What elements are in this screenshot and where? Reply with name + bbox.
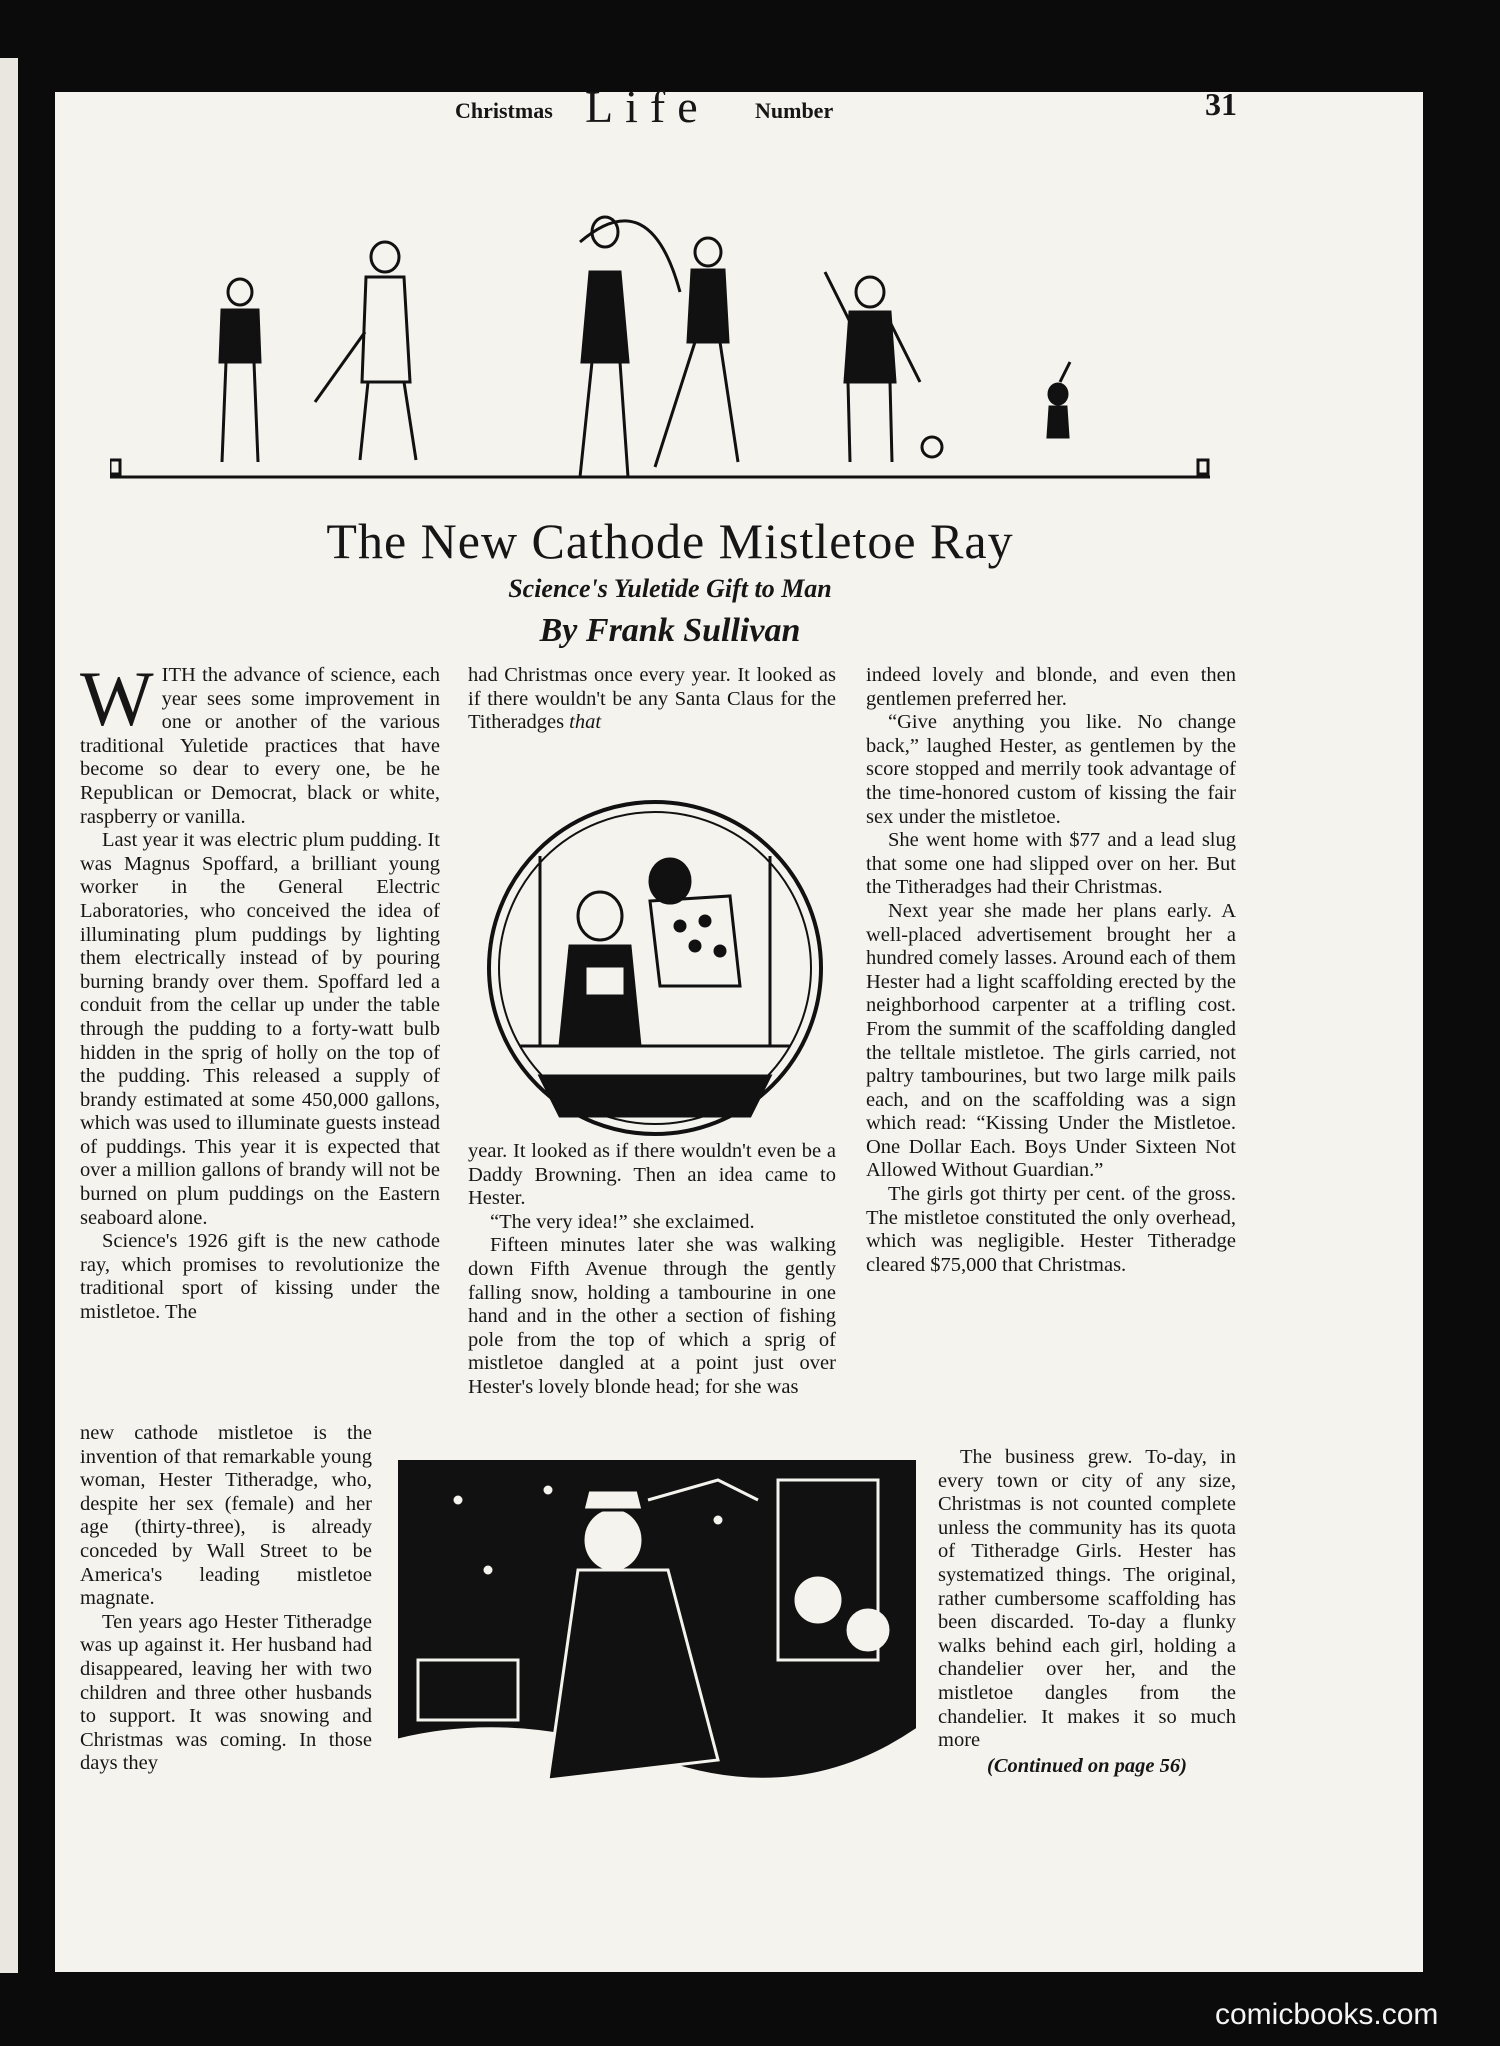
previous-page-edge xyxy=(0,58,18,1973)
continued-note: (Continued on page 56) xyxy=(987,1754,1187,1777)
column-3-continued xyxy=(938,1446,1236,1778)
page-number: 31 xyxy=(1205,86,1237,122)
drop-cap: W xyxy=(80,655,154,742)
paragraph: indeed lovely and blonde, and even then gentlemen preferred her. xyxy=(866,664,1236,710)
paragraph: “The very idea!” she exclaimed. xyxy=(490,1210,755,1233)
paragraph: She went home with $77 and a lead slug that some one had slipped over on her. But the Titheradges had their Christmas. xyxy=(866,829,1236,899)
paragraph: “Give anything you like. No change back,” laughed Hester, as gentlemen by the score stopped and merrily took advantage of the time-honored custom of kissing the fair sex under the mistletoe. xyxy=(866,711,1236,828)
paragraph: Next year she made her plans early. A well-placed advertisement brought her a hundred comely lasses. Around each of them Hester had a light scaffolding erected by the neighborhood carpenter at a trifling cost. From the summit of the scaffolding dangled the telltale mistletoe. The girls carried, not paltry tambourines, but two large milk pails each, and on the scaffolding was a sign which read: “Kissing Under the Mistletoe. One Dollar Each. Boys Under Sixteen Not Allowed Without Guardian.” xyxy=(866,899,1236,1182)
article-title: The New Cathode Mistletoe Ray xyxy=(326,513,1014,569)
header-christmas: Christmas xyxy=(455,98,553,123)
paragraph: Ten years ago Hester Titheradge was up against it. Her husband had disappeared, leaving her with two children and three other husbands to support. It was snowing and Christmas was coming. In those days they xyxy=(80,1610,372,1775)
article-byline: By Frank Sullivan xyxy=(539,612,801,649)
circular-illustration xyxy=(480,796,830,1140)
paragraph: The girls got thirty per cent. of the gross. The mistletoe constituted the only overhead, which was negligible. Hester Titheradge cleared $75,000 that Christmas. xyxy=(866,1183,1236,1276)
paragraph: Last year it was electric plum pudding. It was Magnus Spoffard, a brilliant young worker in the General Electric Laboratories, who conceived the idea of illuminating plum puddings by lighting them electrically instead of by pouring burning brandy over them. Spoffard led a conduit from the cellar up under the table through the pudding to a forty-watt bulb hidden in the sprig of holly on the top of the pudding. This released a supply of brandy estimated at some 450,000 gallons, which was used to illuminate guests instead of puddings. This year it is expected that over a million gallons of brandy will not be burned on plum puddings on the Eastern seaboard alone. xyxy=(80,829,440,1229)
paragraph: WITH the advance of science, each year sees some improvement in one or another of the various traditional Yuletide practices that have become so dear to every one, be he Republican or Democrat, black or white, raspberry or vanilla. xyxy=(80,655,440,828)
paragraph: Fifteen minutes later she was walking down Fifth Avenue through the gently falling snow, holding a tambourine in one hand and in the other a section of fishing pole from the top of which a sprig of mistletoe dangled at a point just over Hester's lovely blonde head; for she was xyxy=(468,1234,836,1398)
column-1 xyxy=(80,655,440,1325)
column-2-top xyxy=(468,664,836,735)
paragraph: new cathode mistletoe is the invention of that remarkable young woman, Hester Titheradge, who, despite her sex (female) and her age (thirty-three), is already conceded by Wall Street to be America's leading mistletoe magnate. xyxy=(80,1422,372,1610)
column-3 xyxy=(866,664,1236,1277)
article-subtitle: Science's Yuletide Gift to Man xyxy=(508,574,832,603)
paragraph: year. It looked as if there wouldn't even be a Daddy Browning. Then an idea came to Hester. xyxy=(468,1140,836,1210)
page-header xyxy=(95,80,1245,130)
paragraph: The business grew. To-day, in every town or city of any size, Christmas is not counted complete unless the community has its quota of Titheradge Girls. Hester has systematized things. The original, rather cumbersome scaffolding has been discarded. To-day a flunky walks behind each girl, holding a chandelier over her, and the mistletoe dangles from the chandelier. It makes it so much more xyxy=(938,1446,1236,1752)
paragraph: had Christmas once every year. It looked as if there wouldn't be any Santa Claus for the Titheradges that xyxy=(468,664,836,734)
paragraph: Science's 1926 gift is the new cathode ray, which promises to revolutionize the traditional sport of kissing under the mistletoe. The xyxy=(80,1230,440,1324)
header-number: Number xyxy=(755,98,834,123)
street-scene-illustration xyxy=(398,1460,916,1832)
column-2-bottom xyxy=(468,1140,836,1400)
site-watermark: comicbooks.com xyxy=(1215,1998,1439,2031)
column-1-continued xyxy=(80,1422,372,1776)
life-logo: Life xyxy=(585,81,710,132)
header-illustration xyxy=(110,212,1210,492)
